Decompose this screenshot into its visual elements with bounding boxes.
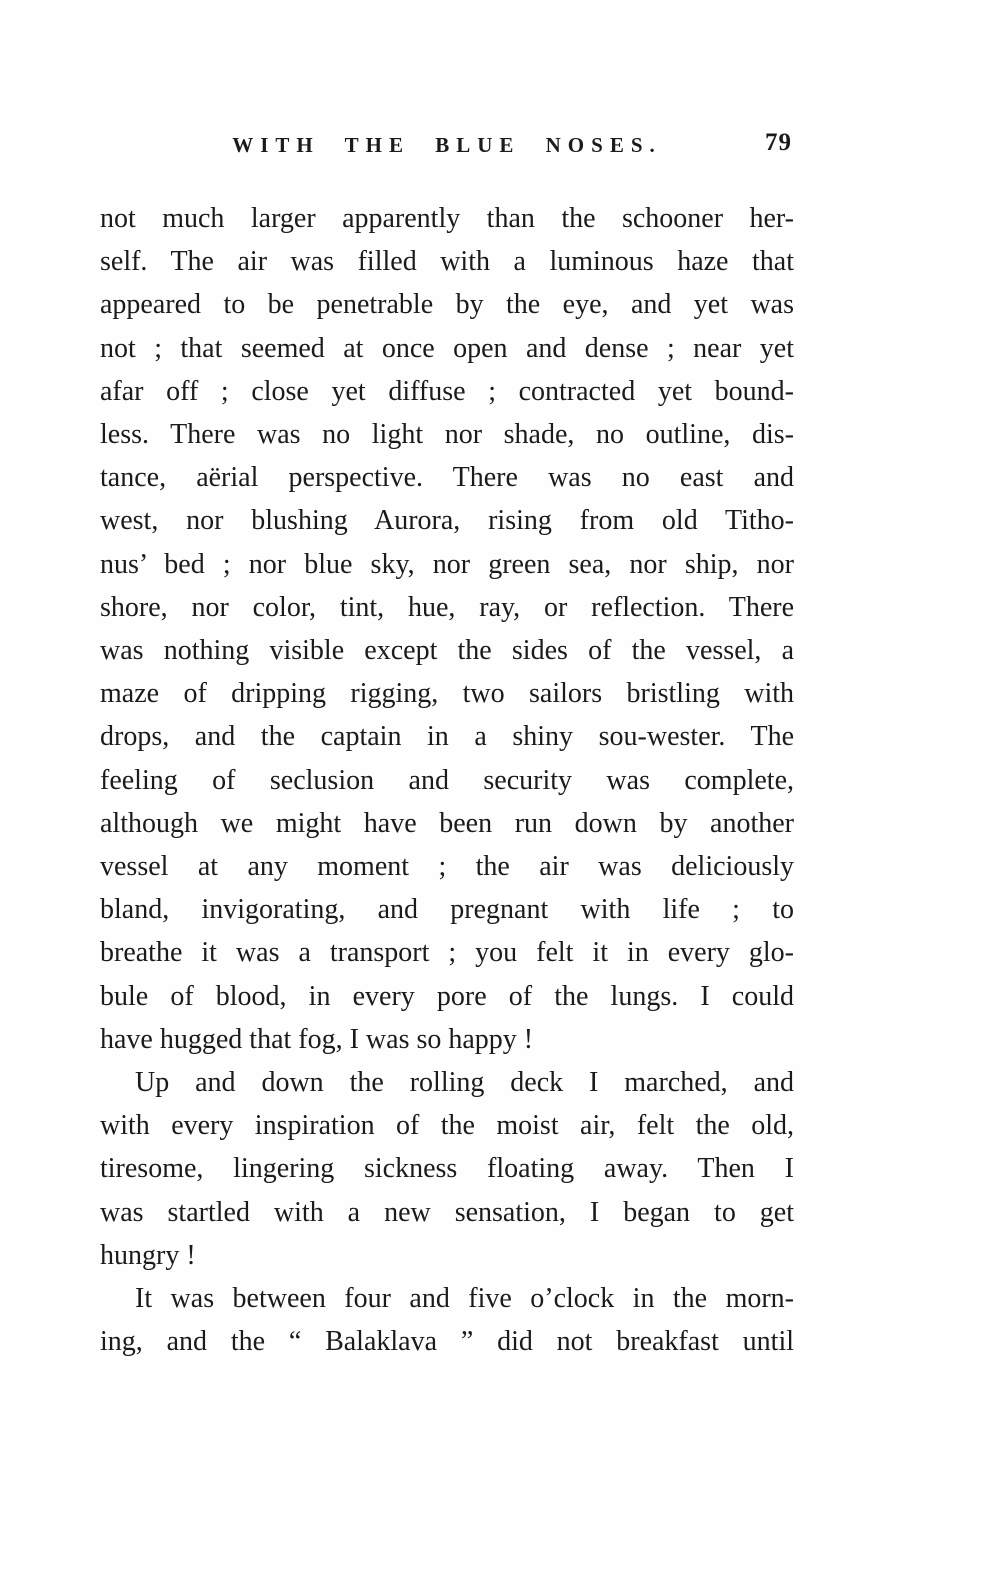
text-line: have hugged that fog, I was so happy ! <box>100 1023 534 1055</box>
text-line: not ; that seemed at once open and dense ; near yet <box>100 332 794 364</box>
page-header <box>100 129 794 158</box>
text-line: afar off ; close yet diffuse ; contracted yet bound- <box>100 375 794 407</box>
text-line: shore, nor color, tint, hue, ray, or reflection. There <box>100 591 794 623</box>
text-line: feeling of seclusion and security was complete, <box>100 764 794 796</box>
text-line: tiresome, lingering sickness floating away. Then I <box>100 1153 794 1185</box>
running-title: WITH THE BLUE NOSES. <box>232 133 662 157</box>
text-line: not much larger apparently than the schooner her- <box>100 203 794 234</box>
text-line: tance, aërial perspective. There was no east and <box>100 462 794 494</box>
text-line: nus’ bed ; nor blue sky, nor green sea, nor ship, nor <box>100 548 794 580</box>
text-line: maze of dripping rigging, two sailors bristling with <box>100 678 794 710</box>
text-line: hungry ! <box>100 1239 196 1271</box>
text-line: breathe it was a transport ; you felt it in every glo- <box>100 937 794 969</box>
text-line: with every inspiration of the moist air, felt the old, <box>100 1110 794 1142</box>
text-line: was nothing visible except the sides of the vessel, a <box>100 635 794 667</box>
body-text <box>100 197 794 1363</box>
text-line: vessel at any moment ; the air was deliciously <box>100 851 794 883</box>
text-line: ing, and the “ Balaklava ” did not breakfast until <box>100 1326 794 1358</box>
text-line: was startled with a new sensation, I began to get <box>100 1196 794 1228</box>
page-number: 79 <box>765 129 792 156</box>
text-line: It was between four and five o’clock in the morn- <box>135 1283 794 1315</box>
text-line: bule of blood, in every pore of the lungs. I could <box>100 980 794 1012</box>
text-line: self. The air was filled with a luminous haze that <box>100 246 794 278</box>
text-line: appeared to be penetrable by the eye, and yet was <box>100 289 794 321</box>
text-line: Up and down the rolling deck I marched, and <box>135 1067 794 1099</box>
text-line: drops, and the captain in a shiny sou-wester. The <box>100 721 794 753</box>
text-line: although we might have been run down by another <box>100 807 794 839</box>
text-line: bland, invigorating, and pregnant with life ; to <box>100 894 794 926</box>
text-line: west, nor blushing Aurora, rising from old Titho- <box>100 505 794 537</box>
text-line: less. There was no light nor shade, no outline, dis- <box>100 419 794 451</box>
